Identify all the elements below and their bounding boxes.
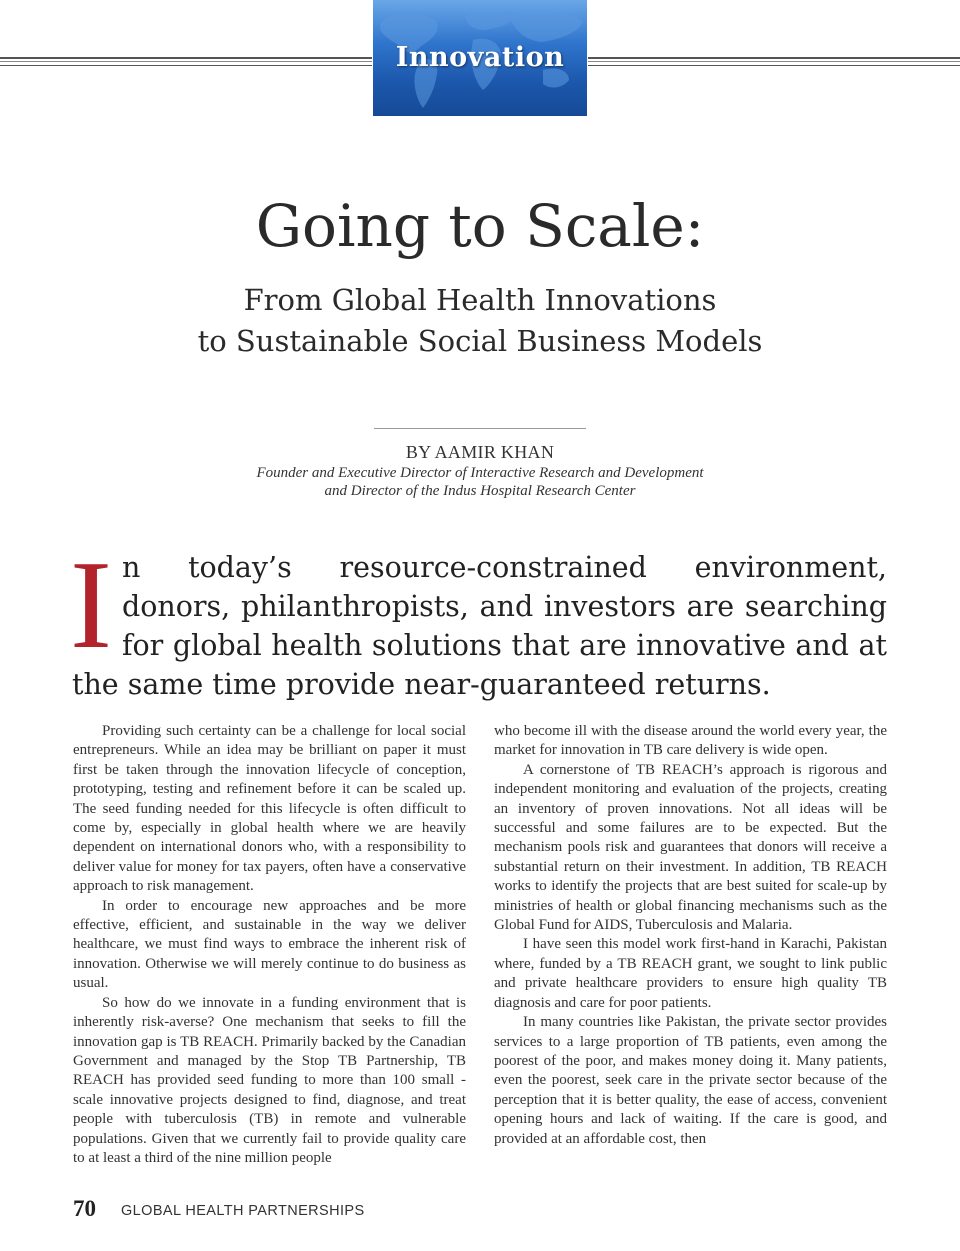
body-paragraph: So how do we innovate in a funding environment that is inherently risk-averse? One mechanism that seeks to fill the innovation gap is TB REACH. Primarily backed by the Canadian Government and managed by the Stop TB Partnership, TB REACH has provided seed funding to more than 100 small -scale innovative projects designed to find, diagnose, and treat people with tuberculosis (TB) in remote and vulnerable populations. Given that we currently fail to provide quality care to at least a third of the nine million people <box>73 994 466 1166</box>
section-badge <box>373 0 587 116</box>
affiliation-line-2: and Director of the Indus Hospital Research Center <box>324 483 636 499</box>
body-paragraph: In order to encourage new approaches and be more effective, efficient, and sustainable in the way we deliver healthcare, we must find ways to embrace the inherent risk of innovation. Otherwise we will merely continue to do business as usual. <box>73 897 466 992</box>
body-column-left <box>73 722 466 1168</box>
header-rule-left <box>0 57 372 66</box>
lead-paragraph <box>70 536 887 704</box>
page-number: 70 <box>73 1196 96 1221</box>
header-rule-right <box>588 57 960 66</box>
subtitle-line-1: From Global Health Innovations <box>243 283 717 317</box>
drop-cap: I <box>70 536 112 675</box>
author-affiliation <box>0 464 960 500</box>
body-column-right <box>494 722 887 1149</box>
article-title: Going to Scale: <box>255 192 705 260</box>
body-paragraph: A cornerstone of TB REACH’s approach is rigorous and independent monitoring and evaluation of the projects, creating an inventory of proven innovations. Not all ideas will be successful and some failures are to be expected. But the mechanism pools risk and guarantees that donors will receive a substantial return on their investment. In addition, TB REACH works to identify the projects that are best suited for scale-up by ministries of health or global financing mechanisms such as the Global Fund for AIDS, Tuberculosis and Malaria. <box>494 761 887 934</box>
lead-text: n today’s resource-constrained environment, donors, philanthropists, and investors are searching for global health solutions that are innovative and at the same time provide near-guaranteed returns. <box>72 551 887 701</box>
article-subtitle <box>0 280 960 362</box>
affiliation-line-1: Founder and Executive Director of Interactive Research and Development <box>256 465 704 481</box>
subtitle-line-2: to Sustainable Social Business Models <box>197 324 763 358</box>
publication-name: GLOBAL HEALTH PARTNERSHIPS <box>121 1203 365 1219</box>
body-paragraph: I have seen this model work first-hand in Karachi, Pakistan where, funded by a TB REACH grant, we sought to link public and private healthcare providers to ensure high quality TB diagnosis and care for poor patients. <box>494 936 887 1011</box>
body-paragraph: In many countries like Pakistan, the private sector provides services to a large proportion of TB patients, even among the poorest of the poor, and makes money doing it. Many patients, even the poorest, seek care in the private sector because of the perception that it is better quality, the ease of access, convenient opening hours and lack of waiting. If the care is good, and provided at an affordable cost, then <box>494 1014 887 1147</box>
body-paragraph: who become ill with the disease around the world every year, the market for innovation in TB care delivery is wide open. <box>494 723 887 759</box>
section-label: Innovation <box>395 42 565 73</box>
body-paragraph: Providing such certainty can be a challenge for local social entrepreneurs. While an idea may be brilliant on paper it must first be taken through the innovation lifecycle of conception, prototyping, testing and refinement before it can be scaled up. The seed funding needed for this lifecycle is often difficult to come by, especially in global health where we are heavily dependent on international donors who, with a responsibility to deliver value for money for tax payers, often have a conservative approach to risk management. <box>73 723 466 895</box>
byline-divider <box>374 428 586 429</box>
author-byline: BY AAMIR KHAN <box>405 442 555 462</box>
